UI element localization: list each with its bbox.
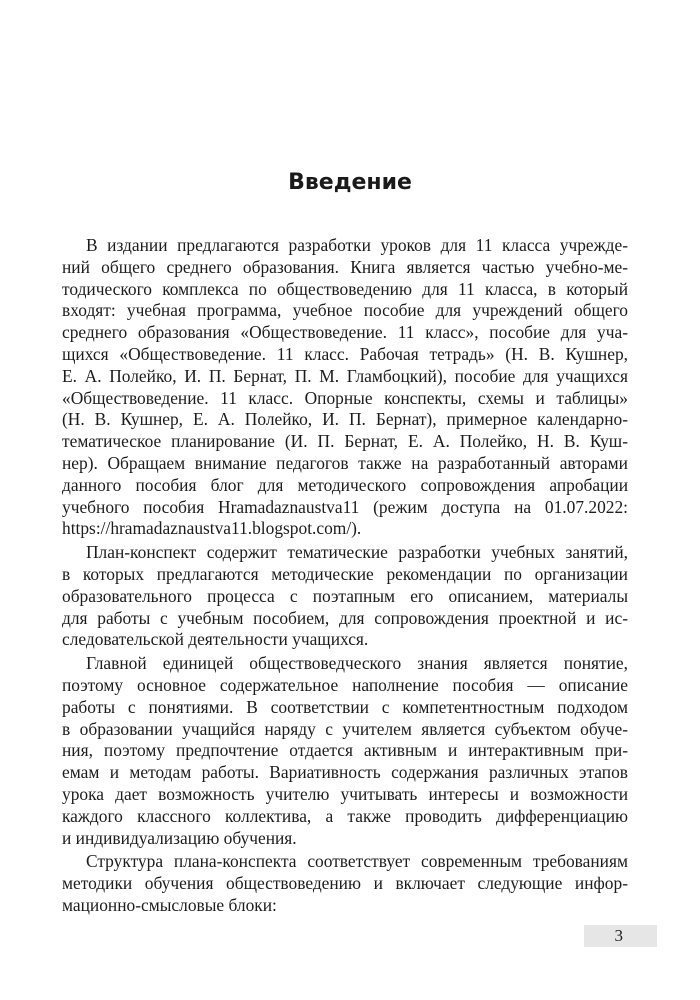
text-line: мационно-смысловые блоки: xyxy=(62,894,277,915)
text-line: тодического комплекса по обществоведению для 11 класса, в который xyxy=(62,278,628,299)
text-line: образовательного процесса с поэтапным его описанием, материалы xyxy=(62,585,628,606)
text-line: в которых предлагаются методические рекомендации по организации xyxy=(62,563,628,584)
page-title: Введение xyxy=(288,170,412,195)
text-line: нер). Обращаем внимание педагогов также на разработанный авторами xyxy=(62,452,628,473)
text-line: работы с понятиями. В соответствии с компетентностным подходом xyxy=(62,696,628,717)
text-line: данного пособия блог для методического сопровождения апробации xyxy=(62,474,628,495)
text-line: https://hramadaznaustva11.blogspot.com/). xyxy=(62,518,362,539)
text-line: ния, поэтому предпочтение отдается активным и интерактивным при- xyxy=(62,740,628,761)
text-line: каждого классного коллектива, а также проводить дифференциацию xyxy=(62,805,628,826)
paragraph-3 xyxy=(62,653,628,849)
text-line: В издании предлагаются разработки уроков для 11 класса учрежде- xyxy=(86,235,628,255)
text-line: учебного пособия Hramadaznaustva11 (режим доступа на 01.07.2022: xyxy=(62,496,628,517)
paragraph-1 xyxy=(62,235,628,540)
text-line: Е. А. Полейко, И. П. Бернат, П. М. Гламбоцкий), пособие для учащихся xyxy=(62,365,628,386)
text-line: емам и методам работы. Вариативность содержания различных этапов xyxy=(62,762,628,783)
text-line: урока дает возможность учителю учитывать интересы и возможности xyxy=(62,783,628,804)
text-line: тематическое планирование (И. П. Бернат, Е. А. Полейко, Н. В. Куш- xyxy=(62,431,628,452)
text-line: среднего образования «Обществоведение. 11 класс», пособие для уча- xyxy=(62,322,628,343)
body-text xyxy=(62,235,628,919)
paragraph-2 xyxy=(62,542,628,651)
paragraph-4 xyxy=(62,851,628,916)
text-line: и индивидуализацию обучения. xyxy=(62,827,297,848)
text-line: поэтому основное содержательное наполнение пособия — описание xyxy=(62,674,628,695)
page-number-footer xyxy=(584,925,657,947)
page-number: 3 xyxy=(614,926,623,945)
text-line: щихся «Обществоведение. 11 класс. Рабочая тетрадь» (Н. В. Кушнер, xyxy=(62,343,628,364)
text-line: План-конспект содержит тематические разработки учебных занятий, xyxy=(86,542,628,563)
text-line: Структура плана-конспекта соответствует современным требованиям xyxy=(86,851,628,872)
text-line: методики обучения обществоведению и включает следующие инфор- xyxy=(62,873,628,894)
text-line: для работы с учебным пособием, для сопровождения проектной и ис- xyxy=(62,607,628,628)
text-line: следовательской деятельности учащихся. xyxy=(62,629,369,650)
text-line: «Обществоведение. 11 класс. Опорные конспекты, схемы и таблицы» xyxy=(62,387,628,408)
text-line: ний общего среднего образования. Книга является частью учебно-ме- xyxy=(62,256,628,277)
text-line: Главной единицей обществоведческого знания является понятие, xyxy=(86,653,628,674)
text-line: в образовании учащийся наряду с учителем является субъектом обуче- xyxy=(62,718,628,739)
text-line: входят: учебная программа, учебное пособие для учреждений общего xyxy=(62,300,628,321)
text-line: (Н. В. Кушнер, Е. А. Полейко, И. П. Бернат), примерное календарно- xyxy=(62,409,628,430)
